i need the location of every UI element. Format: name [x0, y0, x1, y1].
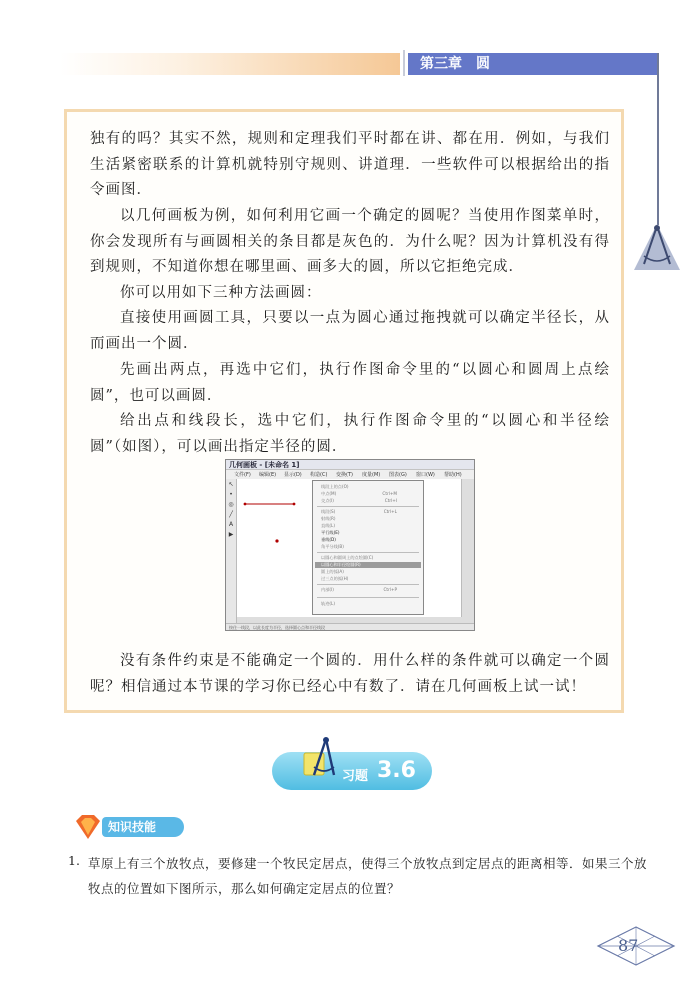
paragraph-geometry-sketchpad: 以几何画板为例，如何利用它画一个确定的圆呢？当使用作图菜单时，你会发现所有与画圆相关的条目都是灰色的．为什么呢？因为计算机没有得到规则，不知道你想在哪里画、画多大的圆，所以它拒绝完成． — [90, 208, 610, 276]
menu-file[interactable]: 文件(F) — [234, 472, 251, 478]
menu-help[interactable]: 帮助(H) — [444, 472, 462, 478]
header-gradient-bar — [60, 53, 400, 75]
text-tool-icon[interactable]: A — [228, 521, 234, 528]
side-decoration-line — [657, 53, 659, 225]
header-separator — [403, 50, 405, 76]
paragraph-conclusion: 没有条件约束是不能确定一个圆的．用什么样的条件就可以确定一个圆呢？相信通过本节课的学习你已经心中有数了．请在几何画板上试一试！ — [90, 653, 610, 695]
menu-item-arc-three-points[interactable]: 过三点的弧(H) — [321, 576, 349, 581]
question-text: 草原上有三个放牧点，要修建一个牧民定居点，使得三个放牧点到定居点的距离相等．如果三个放牧点的位置如下图所示，那么如何确定定居点的位置？ — [88, 856, 648, 896]
menu-item-arc-on-circle[interactable]: 圆上的弧(A) — [321, 569, 344, 574]
menu-item-ray[interactable]: 射线(R) — [321, 516, 336, 521]
paragraph-method-2: 先画出两点，再选中它们，执行作图命令里的“以圆心和圆周上点绘圆”，也可以画圆． — [90, 362, 610, 404]
compass-side-icon — [632, 222, 682, 274]
vertical-scrollbar[interactable] — [461, 479, 474, 625]
construct-dropdown-menu — [312, 480, 424, 615]
compass-icon — [300, 735, 344, 783]
menu-construct[interactable]: 构造(C) — [310, 472, 328, 478]
menu-transform[interactable]: 变换(T) — [336, 472, 353, 478]
exercise-banner — [272, 752, 432, 790]
skill-badge-icon — [74, 813, 102, 841]
page-number: 87 — [618, 936, 639, 955]
select-arrow-icon[interactable]: ↖ — [228, 481, 234, 488]
status-bar: 按住一线段，以此长度为半径，选择圆心点和半径线段 — [226, 623, 474, 630]
menu-item-intersection[interactable]: 交点(I) Ctrl+I — [321, 498, 397, 503]
menu-separator — [317, 584, 419, 585]
menu-item-circle-center-radius[interactable]: 以圆心和半径绘圆(R) — [315, 562, 421, 568]
menu-item-point-on-segment[interactable]: 线段上的点(O) — [321, 484, 349, 489]
menu-item-perpendicular[interactable]: 垂线(D) — [321, 537, 336, 542]
menu-measure[interactable]: 度量(M) — [362, 472, 381, 478]
menu-separator — [317, 597, 419, 598]
menu-separator — [317, 552, 419, 553]
chapter-title: 第三章 圆 — [408, 53, 658, 75]
menu-item-circle-center-point[interactable]: 以圆心和圆周上的点绘圆(C) — [321, 555, 374, 560]
menu-item-midpoint[interactable]: 中点(M) Ctrl+M — [321, 491, 397, 496]
question-number: 1. — [68, 853, 80, 868]
custom-tool-icon[interactable]: ▶ — [228, 531, 234, 538]
window-title: 几何画板 - [未命名 1] — [226, 460, 474, 470]
exercise-number: 3.6 — [377, 758, 416, 783]
compass-tool-icon[interactable]: ◎ — [228, 501, 234, 508]
paragraph-method-3: 给出点和线段长，选中它们，执行作图命令里的“以圆心和半径绘圆”（如图），可以画出指定半径的圆． — [90, 413, 610, 455]
menu-item-angle-bisector[interactable]: 角平分线(B) — [321, 544, 344, 549]
straightedge-tool-icon[interactable]: ╱ — [229, 511, 233, 518]
point-tool-icon[interactable]: • — [229, 491, 233, 498]
paragraph-three-methods: 你可以用如下三种方法画圆： — [120, 285, 322, 301]
menu-edit[interactable]: 编辑(E) — [259, 472, 277, 478]
menu-item-line[interactable]: 直线(L) — [321, 523, 335, 528]
paragraph-intro: 独有的吗？其实不然，规则和定理我们平时都在讲、都在用．例如，与我们生活紧密联系的计算机就特别守规则、讲道理．一些软件可以根据给出的指令画图． — [90, 131, 610, 199]
menu-item-interior[interactable]: 内部(I) Ctrl+P — [321, 587, 397, 592]
menu-window[interactable]: 窗口(W) — [416, 472, 435, 478]
menu-item-locus[interactable]: 轨迹(L) — [321, 601, 335, 606]
paragraph-method-1: 直接使用画圆工具，只要以一点为圆心通过拖拽就可以确定半径长，从而画出一个圆． — [90, 310, 610, 352]
menu-separator — [317, 506, 419, 507]
skill-section-label: 知识技能 — [102, 817, 184, 837]
menu-graph[interactable]: 图表(G) — [389, 472, 407, 478]
exercise-label: 习题 — [342, 769, 369, 784]
menu-display[interactable]: 显示(D) — [284, 472, 302, 478]
menu-item-parallel[interactable]: 平行线(E) — [321, 530, 340, 535]
menu-item-segment[interactable]: 线段(S) Ctrl+L — [321, 509, 397, 514]
software-screenshot — [225, 459, 475, 631]
toolbox — [226, 479, 237, 624]
